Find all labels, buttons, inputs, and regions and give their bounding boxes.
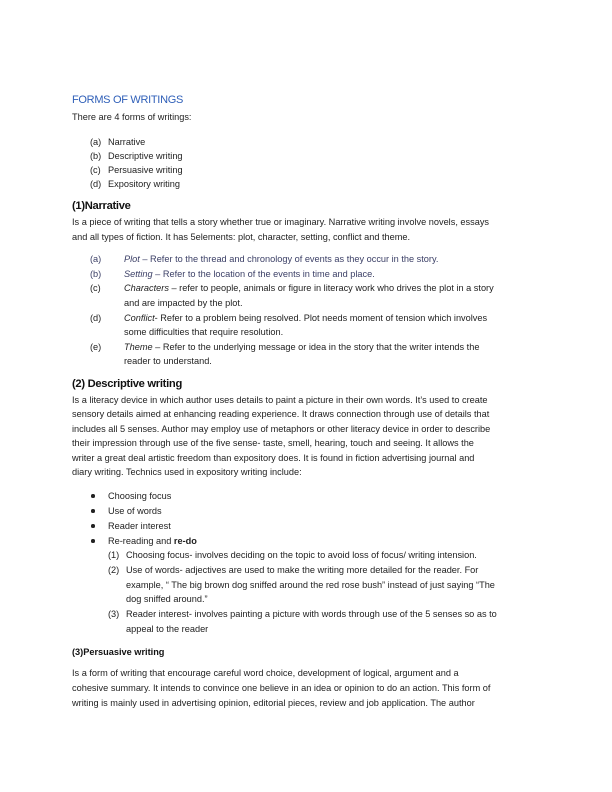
bullet-icon [91,494,95,498]
page-title: FORMS OF WRITINGS [72,94,184,106]
list-item: (c) [90,165,101,175]
paragraph-line: Is a form of writing that encourage careful word choice, development of logical, argument and a [72,668,459,678]
list-label: (d) [90,313,102,323]
list-item-text: Theme – Refer to the underlying message or idea in the story that the writer intends the [124,342,480,352]
paragraph-line: diary writing. Technics used in expository writing include: [72,467,302,477]
list-item-text: and are impacted by the plot. [124,298,243,308]
bullet-icon [91,539,95,543]
paragraph-line: Is a literacy device in which author uses details to paint a picture in their own words. It’s used to create [72,395,488,405]
list-item-text: Narrative [108,137,146,147]
bullet-item: Use of words [108,506,162,516]
list-item-text: example, “ The big brown dog sniffed around the red rose bush” instead of just saying “The [126,580,495,590]
paragraph-line: writing is mainly used in advertising opinion, editorial pieces, review and job application. The author [72,698,475,708]
list-label: (3) [108,609,120,619]
paragraph-line: sensory details aimed at enhancing reading experience. It draws connection through use of details that [72,409,490,419]
list-item: (b) [90,151,102,161]
paragraph-line: and all types of fiction. It has 5elements: plot, character, setting, conflict and theme. [72,232,411,242]
list-label: (e) [90,342,102,352]
list-item-text: reader to understand. [124,356,212,366]
paragraph-line: writer a great deal artistic freedom than expository does. It is found in fiction advertising journal and [72,453,475,463]
paragraph-line: their impression through use of the five sense- taste, smell, hearing, touch and seeing. It allows the [72,438,474,448]
bullet-item: Choosing focus [108,491,172,501]
list-item-text: appeal to the reader [126,624,209,634]
list-label: (a) [90,254,102,264]
list-item: (a) [90,137,102,147]
descriptive-heading: (2) Descriptive writing [72,378,182,390]
list-item-text: Use of words- adjectives are used to make the writing more detailed for the reader. For [126,565,479,575]
list-item-text: Persuasive writing [108,165,183,175]
list-item-text: Reader interest- involves painting a picture with words through use of the 5 senses so as to [126,609,497,619]
list-item-text: Setting – Refer to the location of the events in time and place. [124,269,375,279]
list-item-text: Plot – Refer to the thread and chronology of events as they occur in the story. [124,254,439,264]
list-item-text: Conflict- Refer to a problem being resolved. Plot needs moment of tension which involves [124,313,488,323]
bullet-item: Reader interest [108,521,171,531]
narrative-heading: (1)Narrative [72,200,131,212]
list-label: (b) [90,269,102,279]
bullet-icon [91,509,95,513]
bullet-item: Re-reading and re-do [108,536,197,546]
list-item: (d) [90,179,102,189]
paragraph-line: cohesive summary. It intends to convince one believe in an idea or opinion to do an action. This form of [72,683,491,693]
list-label: (1) [108,550,120,560]
list-item-text: Characters – refer to people, animals or figure in literacy work who drives the plot in a story [124,283,494,293]
list-label: (2) [108,565,120,575]
list-item-text: dog sniffed around.” [126,594,208,604]
paragraph-line: includes all 5 senses. Author may employ use of metaphors or other literacy device in order to describe [72,424,491,434]
list-label: (c) [90,283,101,293]
list-item-text: Descriptive writing [108,151,183,161]
paragraph-line: Is a piece of writing that tells a story whether true or imaginary. Narrative writing involve novels, essays [72,217,490,227]
list-item-text: Expository writing [108,179,180,189]
list-item-text: some difficulties that require resolution. [124,327,284,337]
intro-text: There are 4 forms of writings: [72,112,192,122]
persuasive-heading: (3)Persuasive writing [72,647,165,657]
list-item-text: Choosing focus- involves deciding on the topic to avoid loss of focus/ writing intension. [126,550,477,560]
bullet-icon [91,524,95,528]
